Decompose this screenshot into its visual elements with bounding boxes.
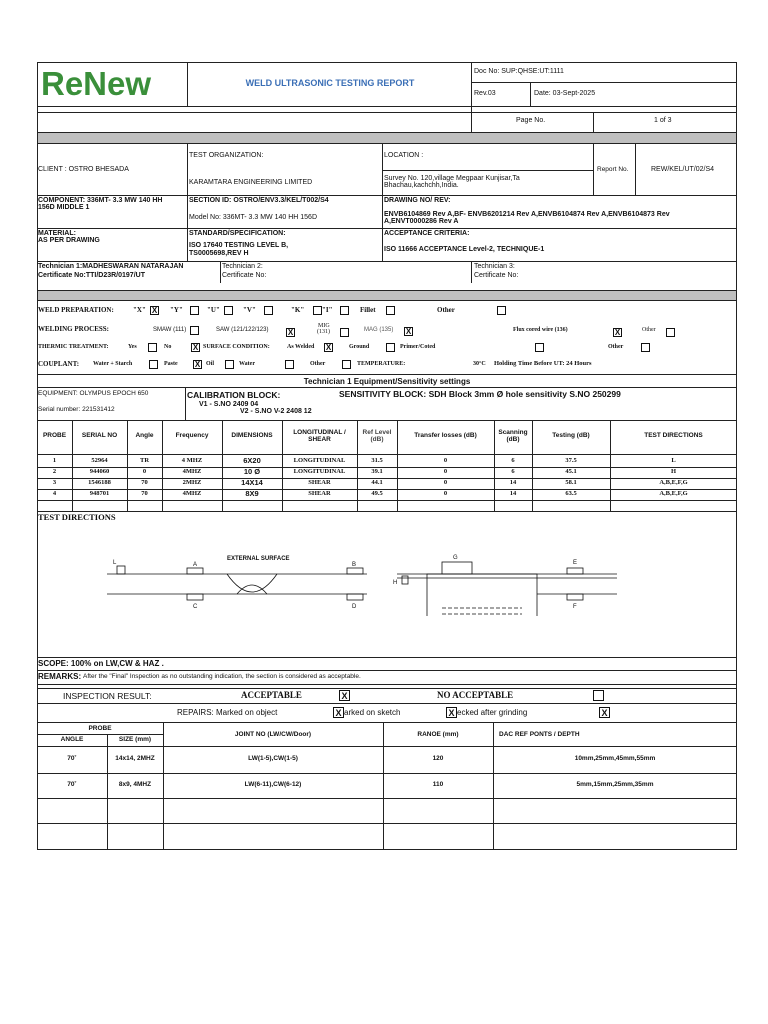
probe-cell-wave-type: SHEAR xyxy=(308,490,331,497)
model-no: Model No: 336MT- 3.3 MW 140 HH 156D xyxy=(189,214,317,221)
dac-cell-range: 120 xyxy=(432,755,444,762)
probe-header-testing: Testing (dB) xyxy=(552,432,590,439)
probe-header-wave-type-2: SHEAR xyxy=(308,436,331,443)
probe-cell-wave-type: LONGITUDINAL xyxy=(293,468,346,475)
probe-cell-probe: 2 xyxy=(52,468,57,475)
not-acceptable-checkbox[interactable] xyxy=(593,690,604,701)
dac-header-size: SIZE (mm) xyxy=(118,736,152,743)
client: CLIENT : OSTRO BHESADA xyxy=(38,166,129,173)
sensitivity-block: SENSITIVITY BLOCK: SDH Block 3mm Ø hole sensitivity S.NO 250299 xyxy=(339,389,621,399)
technician-2-cert: Certificate No: xyxy=(222,272,267,279)
technician-1-cert: Certificate No:TTI/D23R/0197/UT xyxy=(38,272,145,279)
probe-cell-testing: 58.1 xyxy=(565,479,577,486)
surface-option-other: Other xyxy=(608,344,624,350)
process-checkbox-smaw[interactable] xyxy=(190,326,199,335)
component-line-2: 156D MIDDLE 1 xyxy=(38,204,90,211)
component-line-1: COMPONENT: 336MT- 3.3 MW 140 HH xyxy=(38,197,163,204)
probe-header-scanning: Scanning xyxy=(498,429,528,436)
probe-cell-frequency: 4 MHZ xyxy=(181,457,203,464)
dac-cell-range: 110 xyxy=(432,781,444,788)
prep-option-fillet: Fillet xyxy=(360,306,376,314)
probe-cell-directions: A,B,E,F,G xyxy=(659,490,688,497)
direction-label-g: G xyxy=(453,555,458,561)
welding-process-label: WELDING PROCESS: xyxy=(38,325,109,333)
surface-checkbox-welded[interactable]: X xyxy=(325,343,332,352)
prep-option-k: "K" xyxy=(291,306,305,314)
prep-option-other: Other xyxy=(437,306,455,314)
repairs-marked-object: REPAIRS: Marked on object xyxy=(177,708,278,717)
surface-checkbox-other[interactable] xyxy=(641,343,650,352)
section-band xyxy=(38,290,736,301)
probe-cell-angle: TR xyxy=(139,457,150,464)
probe-cell-serial: 52964 xyxy=(91,457,108,464)
probe-cell-ref-level: 39.1 xyxy=(371,468,383,475)
holding-time: Holding Time Before UT: 24 Hours xyxy=(494,360,592,367)
drawing-line-2: A,ENVT0000286 Rev A xyxy=(384,218,459,225)
not-acceptable-label: NO ACCEPTABLE xyxy=(437,690,514,700)
probe-cell-scanning: 14 xyxy=(509,479,517,486)
report-no-label: Report No. xyxy=(597,166,629,173)
acceptance-value: ISO 11666 ACCEPTANCE Level-2, TECHNIQUE-1 xyxy=(384,246,545,253)
dac-header-probe: PROBE xyxy=(88,725,112,732)
probe-cell-wave-type: LONGITUDINAL xyxy=(293,457,346,464)
calibration-v1: V1 - S.NO 2409 04 xyxy=(199,401,259,408)
couplant-option-paste: Paste xyxy=(164,361,178,367)
probe-header-directions: TEST DIRECTIONS xyxy=(644,432,703,439)
probe-cell-ref-level: 49.5 xyxy=(371,490,383,497)
dac-cell-angle: 70˚ xyxy=(67,781,77,788)
acceptance-label: ACCEPTANCE CRITERIA: xyxy=(384,230,470,237)
process-option-saw: SAW (121/122/123) xyxy=(216,327,269,333)
thermic-no: No xyxy=(164,344,172,350)
probe-cell-probe: 1 xyxy=(52,457,57,464)
process-checkbox-mig[interactable] xyxy=(340,328,349,337)
probe-header-wave-type: LONGITUDINAL / xyxy=(293,429,346,436)
weld-prep-label: WELD PREPARATION: xyxy=(38,306,114,314)
equipment-serial: Serial number: 221531412 xyxy=(38,406,115,413)
probe-header-transfer: Transfer losses (dB) xyxy=(414,432,477,439)
process-checkbox-other[interactable] xyxy=(666,328,675,337)
probe-header-ref-level: Ref Level xyxy=(362,429,392,436)
process-option-mig-code: (131) xyxy=(317,329,330,335)
thermic-label: THERMIC TREATMENT: xyxy=(38,344,109,350)
probe-cell-transfer: 0 xyxy=(443,479,448,486)
probe-cell-wave-type: SHEAR xyxy=(308,479,331,486)
test-org-value: KARAMTARA ENGINEERING LIMITED xyxy=(189,179,313,186)
surface-checkbox-primer[interactable] xyxy=(535,343,544,352)
dac-cell-joint: LW(6-11),CW(6-12) xyxy=(244,781,302,788)
probe-cell-serial: 948701 xyxy=(89,490,110,497)
surface-checkbox-ground[interactable] xyxy=(386,343,395,352)
calibration-label: CALIBRATION BLOCK: xyxy=(187,390,281,400)
temperature-label: TEMPERATURE: xyxy=(357,361,406,367)
dac-cell-size: 14x14, 2MHZ xyxy=(115,755,155,762)
dac-cell-size: 8x9, 4MHZ xyxy=(118,781,152,788)
technician-3-cert: Certificate No: xyxy=(474,272,519,279)
probe-cell-ref-level: 44.1 xyxy=(371,479,383,486)
direction-label-l: L xyxy=(113,560,117,566)
probe-cell-angle: 70 xyxy=(141,479,148,486)
repair-grinding-checkbox[interactable]: X xyxy=(599,707,610,718)
technician-2: Technician 2: xyxy=(222,263,263,270)
probe-cell-serial: 1546188 xyxy=(88,479,111,486)
process-option-mig: MIG xyxy=(318,323,330,329)
process-option-mag: MAG (135) xyxy=(364,327,394,333)
probe-cell-directions: A,B,E,F,G xyxy=(659,479,688,486)
process-option-flux: Flux cored wire (136) xyxy=(513,327,568,333)
test-org-label: TEST ORGANIZATION: xyxy=(189,152,264,159)
probe-cell-transfer: 0 xyxy=(443,457,448,464)
dac-cell-depth: 5mm,15mm,25mm,35mm xyxy=(576,781,654,788)
probe-cell-probe: 3 xyxy=(52,479,57,486)
inspection-result-label: INSPECTION RESULT: xyxy=(63,691,152,701)
dac-header-depth: DAC REF PONTS / DEPTH xyxy=(499,731,580,738)
equipment-section-title: Technician 1 Equipment/Sensitivity settings xyxy=(303,377,471,386)
thermic-yes: Yes xyxy=(128,344,137,350)
report-title: WELD ULTRASONIC TESTING REPORT xyxy=(245,78,415,88)
thermic-yes-checkbox[interactable] xyxy=(148,343,157,352)
remarks-label: REMARKS: xyxy=(38,672,82,681)
couplant-option-oil: Oil xyxy=(206,361,215,367)
location-line-1: Survey No. 120,village Megpaar Kunjisar,Ta xyxy=(384,175,520,182)
probe-header-serial: SERIAL NO xyxy=(81,432,118,439)
surface-option-primer: Primer/Coted xyxy=(400,344,436,350)
probe-cell-frequency: 4MHZ xyxy=(182,468,202,475)
probe-cell-testing: 37.5 xyxy=(565,457,577,464)
direction-label-d: D xyxy=(352,604,357,610)
material-label: MATERIAL: xyxy=(38,230,76,237)
calibration-v2: V2 - S.NO V-2 2408 12 xyxy=(240,408,312,415)
couplant-checkbox-water[interactable] xyxy=(285,360,294,369)
dac-header-range: RANOE (mm) xyxy=(417,731,459,738)
direction-label-f: F xyxy=(573,604,577,610)
prep-checkbox-y[interactable] xyxy=(190,306,199,315)
process-option-other: Other xyxy=(642,327,656,333)
dac-header-angle: ANGLE xyxy=(60,736,84,743)
probe-cell-testing: 63.5 xyxy=(565,490,577,497)
thermic-no-checkbox[interactable]: X xyxy=(192,343,199,352)
prep-checkbox-v[interactable] xyxy=(264,306,273,315)
probe-header-frequency: Frequency xyxy=(175,432,209,439)
probe-cell-frequency: 4MHZ xyxy=(182,490,202,497)
material-value: AS PER DRAWING xyxy=(38,237,100,244)
probe-cell-ref-level: 31.5 xyxy=(371,457,383,464)
probe-cell-scanning: 6 xyxy=(511,468,515,475)
surface-option-welded: As Welded xyxy=(287,344,315,350)
location-label: LOCATION : xyxy=(384,152,424,159)
probe-cell-dimensions: 14X14 xyxy=(241,478,263,487)
probe-header-dimensions: DIMENSIONS xyxy=(231,432,273,439)
prep-checkbox-i[interactable] xyxy=(340,306,349,315)
section-band xyxy=(38,132,736,144)
couplant-label: COUPLANT: xyxy=(38,360,80,368)
probe-header-angle: Angle xyxy=(135,432,154,439)
couplant-option-starch: Water + Starch xyxy=(93,361,133,367)
probe-cell-scanning: 14 xyxy=(509,490,517,497)
standard-line-1: ISO 17640 TESTING LEVEL B, xyxy=(189,242,289,249)
probe-cell-directions: H xyxy=(670,468,677,475)
surface-option-ground: Ground xyxy=(349,344,370,350)
dac-cell-joint: LW(1-5),CW(1-5) xyxy=(248,755,298,762)
technician-1: Technician 1:MADHESWARAN NATARAJAN xyxy=(38,263,184,270)
drawing-line-1: ENVB6104869 Rev A,BF- ENVB6201214 Rev A,ENVB6104874 Rev A,ENVB6104873 Rev xyxy=(384,211,670,218)
probe-cell-transfer: 0 xyxy=(443,468,448,475)
probe-cell-transfer: 0 xyxy=(443,490,448,497)
repairs-checked-grinding: ecked after grinding xyxy=(457,708,528,717)
couplant-option-water: Water xyxy=(239,361,255,367)
prep-option-x: "X" xyxy=(133,306,146,314)
prep-checkbox-x[interactable]: X xyxy=(151,306,158,315)
couplant-checkbox-starch[interactable] xyxy=(149,360,158,369)
couplant-option-other: Other xyxy=(310,361,326,367)
probe-cell-dimensions: 10 Ø xyxy=(243,467,261,476)
drawing-label: DRAWING NO/ REV: xyxy=(384,197,451,204)
prep-option-v: "V" xyxy=(243,306,256,314)
standard-line-2: TS0005698,REV H xyxy=(189,250,249,257)
repairs-marked-sketch: arked on sketch xyxy=(344,708,401,717)
dac-cell-angle: 70˚ xyxy=(67,755,77,762)
direction-label-b: B xyxy=(352,562,357,568)
direction-label-a: A xyxy=(193,562,198,568)
prep-checkbox-other[interactable] xyxy=(497,306,506,315)
couplant-checkbox-oil[interactable] xyxy=(225,360,234,369)
probe-cell-scanning: 6 xyxy=(511,457,515,464)
renew-logo: ReNew xyxy=(41,65,152,102)
probe-cell-dimensions: 8X9 xyxy=(245,489,259,498)
prep-option-i: "I" xyxy=(322,306,333,314)
scope: SCOPE: 100% on LW,CW & HAZ . xyxy=(38,659,164,668)
external-surface-label: EXTERNAL SURFACE xyxy=(227,556,290,562)
probe-cell-angle: 70 xyxy=(141,490,148,497)
probe-cell-frequency: 2MHZ xyxy=(182,479,202,486)
test-directions-diagram xyxy=(97,546,657,616)
standard-label: STANDARD/SPECIFICATION: xyxy=(189,230,286,237)
couplant-checkbox-other[interactable] xyxy=(342,360,351,369)
repair-object-checkbox[interactable]: X xyxy=(333,707,344,718)
prep-option-y: "Y" xyxy=(170,306,183,314)
repair-sketch-checkbox[interactable]: X xyxy=(446,707,457,718)
direction-label-e: E xyxy=(573,560,578,566)
equipment-name: EQUIPMENT: OLYMPUS EPOCH 650 xyxy=(38,390,149,397)
test-directions-title: TEST DIRECTIONS xyxy=(38,512,116,522)
direction-label-h: H xyxy=(393,580,398,586)
prep-option-u: "U" xyxy=(207,306,220,314)
page-label: Page No. xyxy=(516,117,546,124)
prep-checkbox-fillet[interactable] xyxy=(386,306,395,315)
prep-checkbox-k[interactable] xyxy=(313,306,322,315)
probe-cell-probe: 4 xyxy=(52,490,57,497)
process-checkbox-saw[interactable]: X xyxy=(287,328,294,337)
probe-header-probe: PROBE xyxy=(42,432,67,439)
location-line-2: Bhachau,kachchh,India. xyxy=(384,182,459,189)
remarks-value: After the "Final" Inspection as no outstanding indication, the section is considered as acceptable. xyxy=(83,673,361,680)
prep-checkbox-u[interactable] xyxy=(224,306,233,315)
technician-3: Technician 3: xyxy=(474,263,515,270)
report-no-value: REW/KEL/UT/02/S4 xyxy=(651,166,715,173)
probe-cell-testing: 45.1 xyxy=(565,468,577,475)
probe-header-ref-level-unit: (dB) xyxy=(370,436,384,443)
dac-cell-depth: 10mm,25mm,45mm,55mm xyxy=(574,755,656,762)
probe-cell-dimensions: 6X20 xyxy=(243,456,261,465)
probe-cell-serial: 944060 xyxy=(89,468,110,475)
acceptable-label: ACCEPTABLE xyxy=(241,690,302,700)
acceptable-checkbox[interactable]: X xyxy=(339,690,350,701)
surface-label: SURFACE CONDITION: xyxy=(203,344,270,350)
direction-label-c: C xyxy=(193,604,198,610)
temperature-value: 30°C xyxy=(473,361,486,367)
process-checkbox-flux[interactable]: X xyxy=(614,328,621,337)
probe-cell-directions: L xyxy=(671,457,676,464)
process-option-smaw: SMAW (111) xyxy=(153,327,187,333)
process-checkbox-mag[interactable]: X xyxy=(405,327,412,336)
report-page xyxy=(37,62,737,850)
rev-no: Rev.03 xyxy=(474,90,496,97)
probe-header-scanning-unit: (dB) xyxy=(506,436,520,443)
couplant-checkbox-paste[interactable]: X xyxy=(194,360,201,369)
probe-cell-angle: 0 xyxy=(142,468,147,475)
page-value: 1 of 3 xyxy=(654,117,672,124)
section-id: SECTION ID: OSTRO/ENV3.3/KEL/T002/S4 xyxy=(189,197,329,204)
dac-header-joint: JOINT NO (LW/CW/Door) xyxy=(234,731,312,738)
doc-date: Date: 03-Sept-2025 xyxy=(534,90,596,97)
doc-no: Doc No: SUP:QHSE:UT:1111 xyxy=(474,68,564,75)
